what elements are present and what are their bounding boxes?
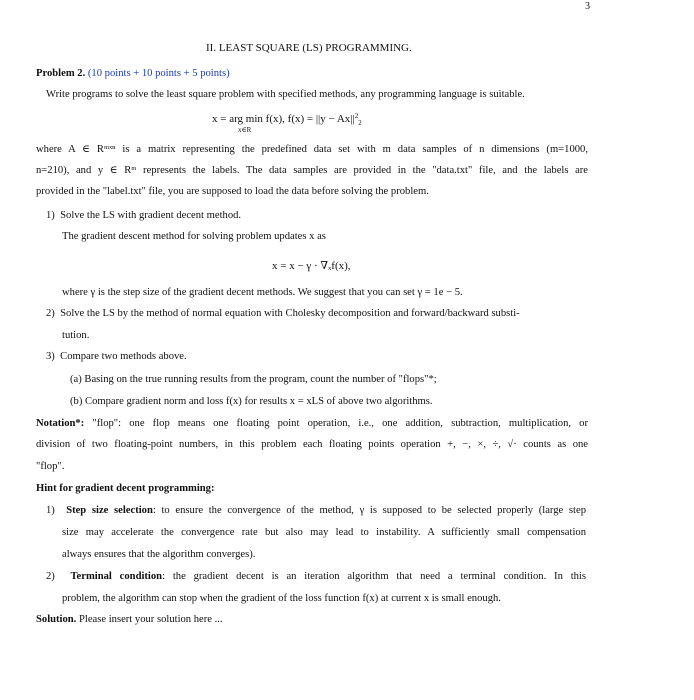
section-title: II. LEAST SQUARE (LS) PROGRAMMING. — [206, 42, 412, 54]
item-3-a: (a) Basing on the true running results from the program, count the number of "flops"*; — [70, 374, 437, 385]
item-1-title: Solve the LS with gradient decent method. — [60, 210, 242, 221]
hint-2-text-1: : the gradient decent is an iteration algorithm that need a terminal condition. In this — [162, 571, 586, 582]
item-2-text: Solve the LS by the method of normal equation with Cholesky decomposition and forward/backward substi- — [60, 308, 520, 319]
hint-1-num: 1) — [46, 505, 55, 516]
item-1-num: 1) — [46, 210, 55, 221]
hint-2-label: Terminal condition — [70, 571, 163, 582]
gradient-equation: x = x − γ · ∇ₓf(x), — [272, 260, 351, 272]
main-equation-body: x = arg min f(x), f(x) = ||y − Ax|| — [212, 113, 355, 125]
page-number: 3 — [585, 1, 590, 12]
hint-2-line-1 — [46, 571, 586, 582]
notation-line-3: "flop". — [36, 461, 65, 472]
item-3-b: (b) Compare gradient norm and loss f(x) for results x = xLS of above two algorithms. — [70, 396, 433, 407]
main-equation-under: x∈R — [238, 126, 252, 134]
hint-2-line-2: problem, the algorithm can stop when the gradient of the loss function f(x) at current x is small enough. — [62, 593, 501, 604]
notation-label: Notation*: — [36, 418, 85, 429]
item-3-title: Compare two methods above. — [60, 351, 187, 362]
item-3-num: 3) — [46, 351, 55, 362]
item-3-heading — [46, 351, 187, 362]
item-2-num: 2) — [46, 308, 55, 319]
item-2-line-2: tution. — [62, 330, 90, 341]
problem-heading — [36, 68, 230, 79]
main-equation-sub: 2 — [358, 119, 362, 127]
hint-title: Hint for gradient decent programming: — [36, 483, 215, 494]
where-line-3: provided in the "label.txt" file, you are supposed to load the data before solving the problem. — [36, 186, 429, 197]
where-line-2: n=210), and y ∈ Rᵐ represents the labels. The data samples are provided in the "data.txt" file, and the labels are — [36, 165, 588, 176]
item-1-heading — [46, 210, 241, 221]
solution-line — [36, 614, 223, 625]
main-equation-sup: 2 — [354, 112, 359, 120]
problem-intro: Write programs to solve the least square problem with specified methods, any programming language is suitable. — [46, 89, 525, 100]
item-1-after: where γ is the step size of the gradient decent methods. We suggest that you can set γ = 1e − 5. — [62, 287, 463, 298]
hint-1-label: Step size selection — [66, 505, 153, 516]
problem-label: Problem 2. — [36, 68, 86, 79]
problem-points: (10 points + 10 points + 5 points) — [87, 68, 230, 79]
item-1-desc: The gradient descent method for solving problem updates x as — [62, 231, 326, 242]
notation-line-1 — [36, 418, 588, 429]
main-equation — [212, 112, 362, 134]
hint-1-line-1 — [46, 505, 586, 516]
notation-line-2: division of two floating-point numbers, in this problem each floating points operation +, −, ×, ÷, √· counts as one — [36, 439, 588, 450]
item-2-line-1 — [46, 308, 520, 319]
hint-1-line-2: size may accelerate the convergence rate but also may lead to instability. A sufficiently small compensation — [62, 527, 586, 538]
hint-1-text-1: : to ensure the convergence of the method, γ is supposed to be selected properly (large step — [152, 505, 586, 516]
hint-2-num: 2) — [46, 571, 55, 582]
solution-text: Please insert your solution here ... — [79, 614, 223, 625]
notation-text-1: "flop": one flop means one floating point operation, i.e., one addition, subtraction, multiplication, or — [92, 418, 588, 429]
solution-label: Solution. — [36, 614, 77, 625]
where-line-1: where A ∈ Rᵐˣⁿ is a matrix representing the predefined data set with m data samples of n dimensions (m=1000, — [36, 144, 588, 155]
hint-1-line-3: always ensures that the algorithm converges). — [62, 549, 256, 560]
